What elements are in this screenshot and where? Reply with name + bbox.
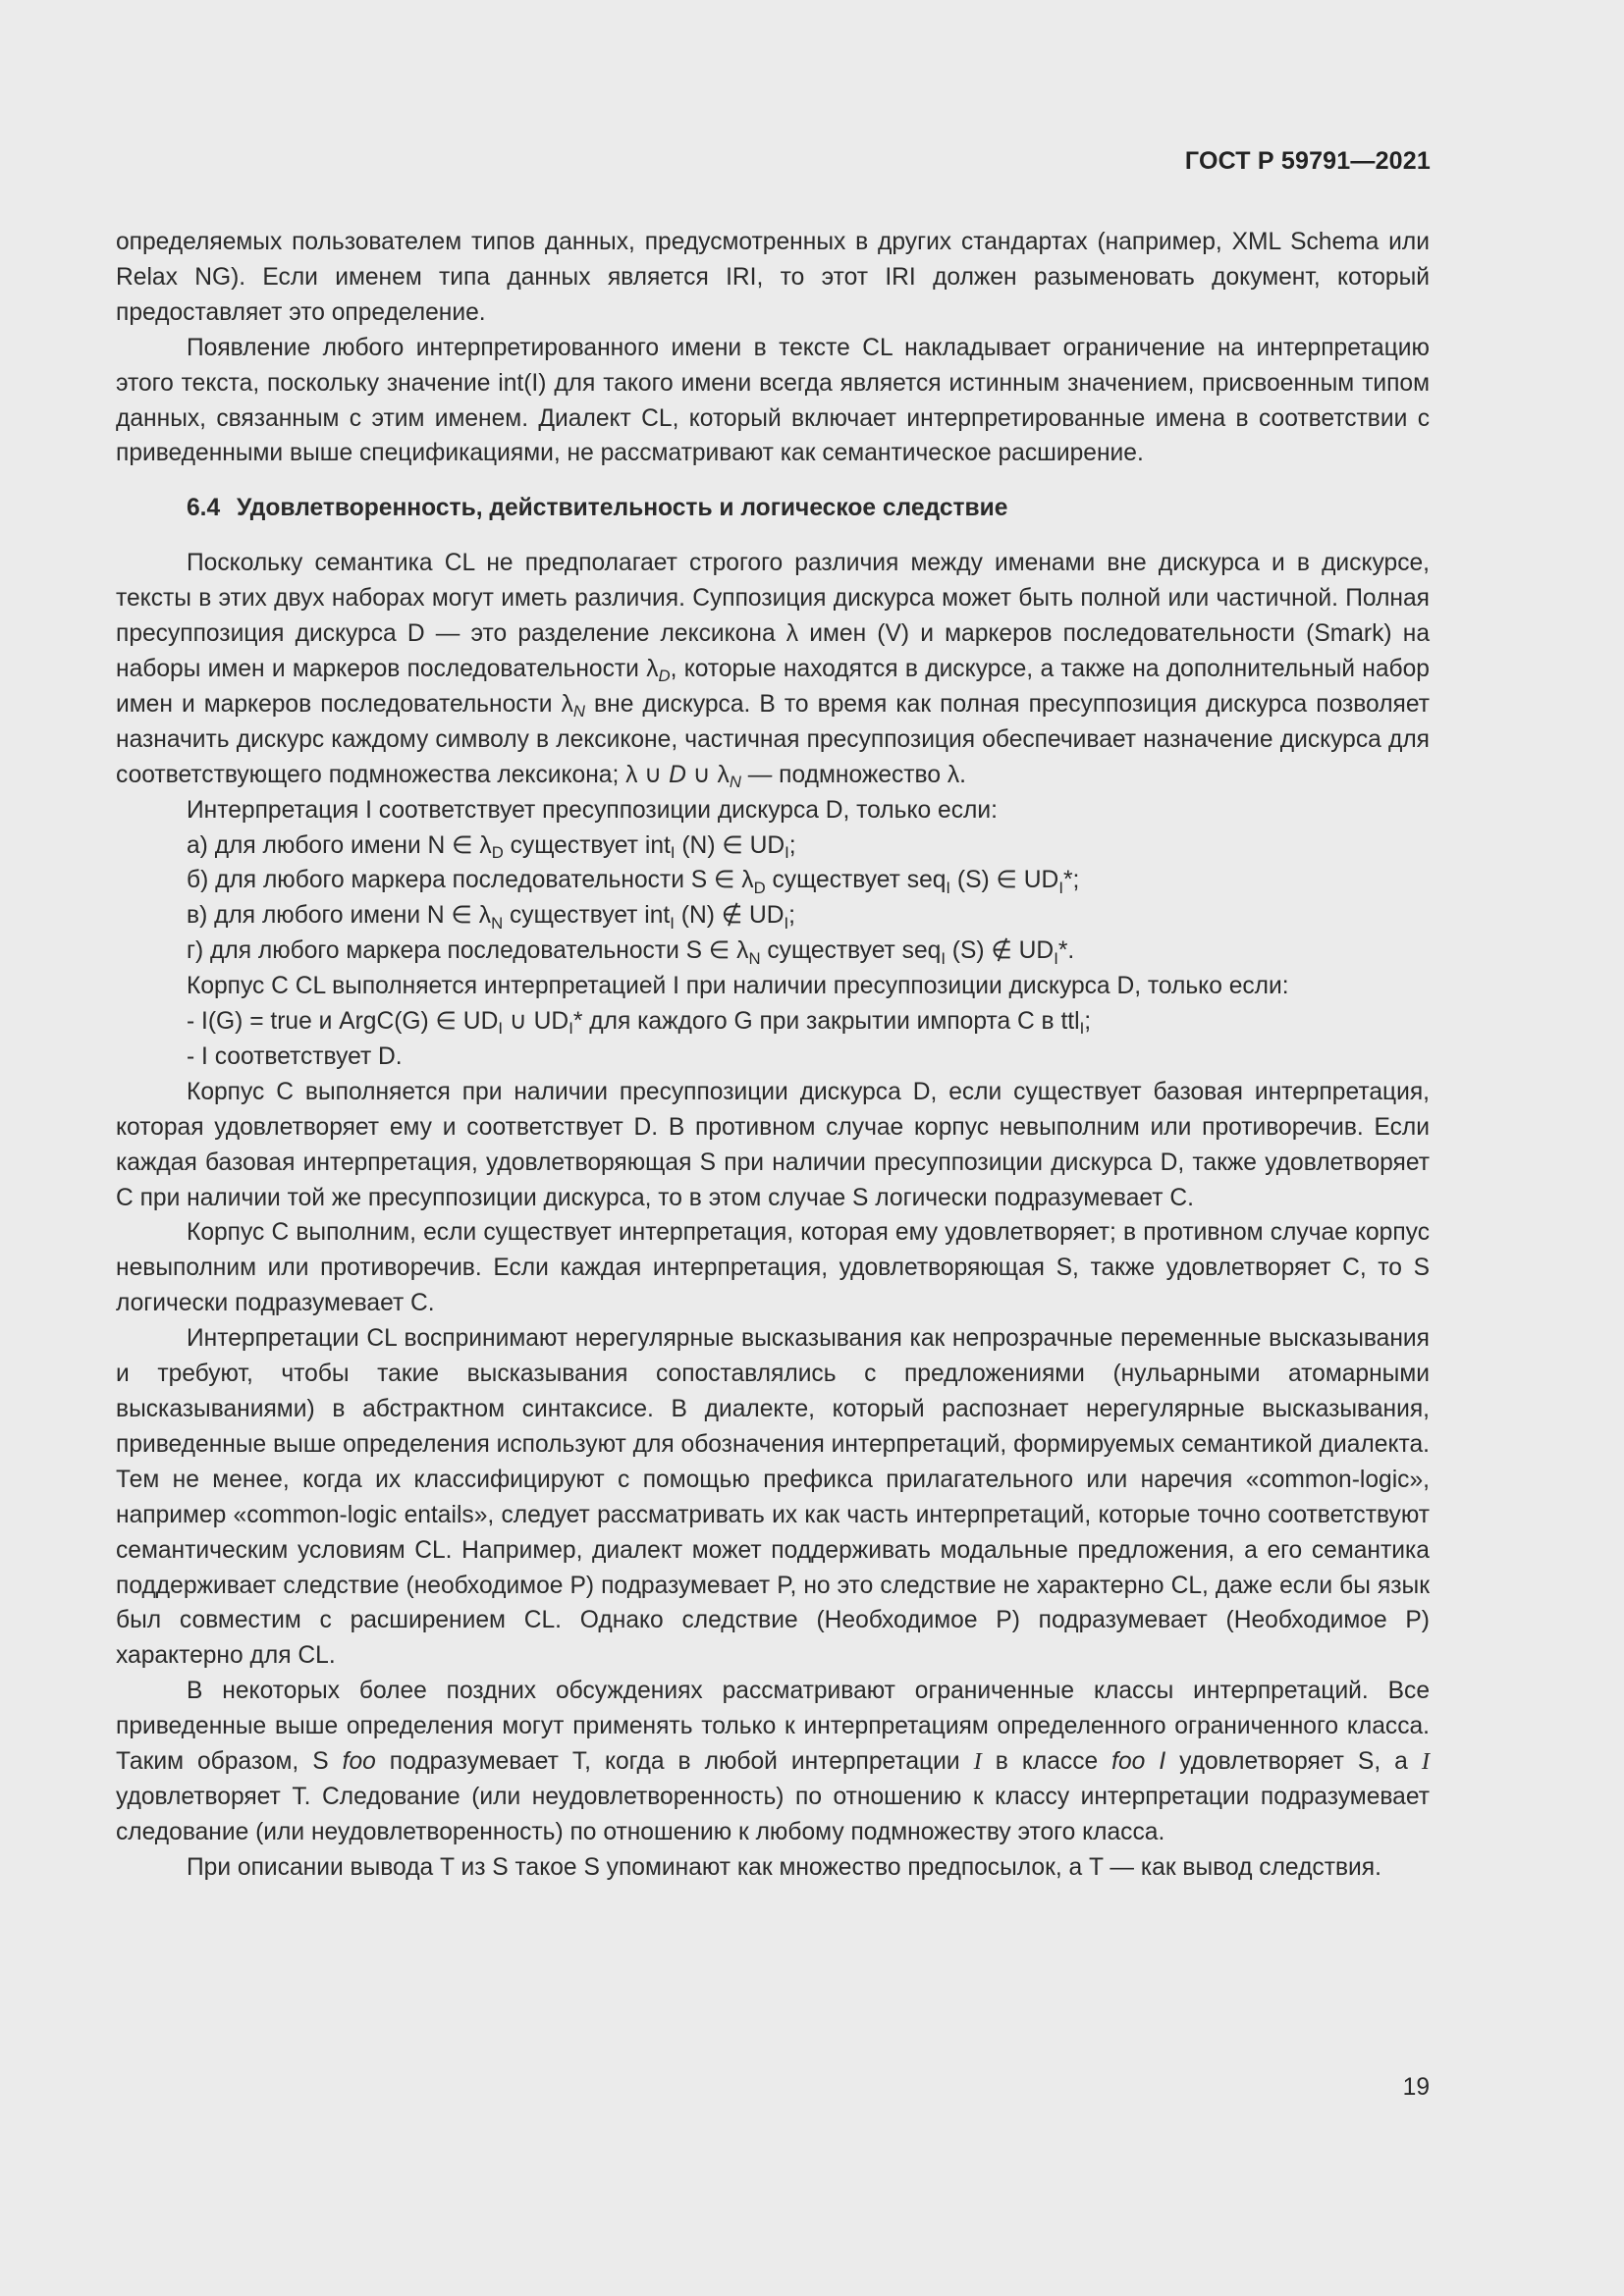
list-item-v: в) для любого имени N ∈ $\lambda_N$ существует int$_I$ (N) ∉ $UD_I$;	[187, 902, 796, 933]
paragraph-restricted-classes: В некоторых более поздних обсуждениях рассматривают ограниченные классы интерпретаций. Все приведенные выше определения могут применять только к интерпретациям определенного ограниченного класса. Таким образом, S foo подразумевает T, когда в любой интерпретации I в классе foo I удовлетворяет S, а I удовлетворяет T. Следование (или неудовлетворенность) по отношению к классу интерпретации подразумевает следование (или неудовлетворенность) по отношению к любому подмножеству этого класса.	[116, 1678, 1431, 1845]
interpretation-intro: Интерпретация I соответствует пресуппозиции дискурса D, только если:	[187, 796, 998, 824]
paragraph-intro-continuation: определяемых пользователем типов данных, предусмотренных в других стандартах (например, XML Schema или Relax NG). Если именем типа данных является IRI, то этот IRI должен разыменовать документ, который предоставляет это определение.	[116, 229, 1430, 326]
paragraph-semantics: Поскольку семантика CL не предполагает строгого различия между именами вне дискурса и в дискурсе, тексты в этих двух наборах могут иметь различия. Суппозиция дискурса может быть полной или частичной. Полная пресуппозиция дискурса D — это разделение лексикона λ имен (V) и маркеров последовательности (Smark) на наборы имен и маркеров последовательности $\lambda_D$, которые находятся в дискурсе, а также на дополнительный набор имен и маркеров последовательности $\lambda_N$ вне дискурса. В то время как полная пресуппозиция дискурса позволяет назначить дискурс каждому символу в лексиконе, частичная пресуппозиция обеспечивает назначение дискурса для соответствующего подмножества лексикона; λ ∪ D ∪ $\lambda_N$ — подмножество λ.	[116, 550, 1430, 792]
page-body	[116, 225, 1430, 1886]
paragraph-corpus-1: Корпус C выполняется при наличии пресуппозиции дискурса D, если существует базовая интерпретация, которая удовлетворяет ему и соответствует D. В противном случае корпус невыполним или противоречив. Если каждая базовая интерпретация, удовлетворяющая S при наличии пресуппозиции дискурса D, также удовлетворяет C при наличии той же пресуппозиции дискурса, то в этом случае S логически подразумевает C.	[116, 1078, 1430, 1211]
section-heading	[116, 491, 1430, 526]
list-item-a: а) для любого имени N ∈ $\lambda_D$ существует int$_I$ (N) ∈ $UD_I$;	[187, 831, 796, 862]
section-title: Удовлетворенность, действительность и логическое следствие	[237, 495, 1008, 522]
condition-1: - I(G) = true и ArgC(G) ∈ $UD_I$ ∪ $UD_I*$ для каждого G при закрытии импорта C в ttl$_I$;	[187, 1008, 1092, 1039]
corpus-intro: Корпус C CL выполняется интерпретацией I при наличии пресуппозиции дискурса D, только если:	[187, 973, 1289, 1000]
condition-2: - I соответствует D.	[187, 1042, 403, 1070]
document-code-header: ГОСТ Р 59791—2021	[1184, 147, 1431, 175]
page-number: 19	[1402, 2074, 1430, 2101]
paragraph-corpus-2: Корпус C выполним, если существует интерпретация, которая ему удовлетворяет; в противном случае корпус невыполним или противоречив. Если каждая интерпретация, удовлетворяющая S, также удовлетворяет C, то S логически подразумевает C.	[116, 1219, 1430, 1317]
paragraph-irregular-statements: Интерпретации CL воспринимают нерегулярные высказывания как непрозрачные переменные высказывания и требуют, чтобы такие высказывания сопоставлялись с предложениями (нульарными атомарными высказываниями) в абстрактном синтаксисе. В диалекте, который распознает нерегулярные высказывания, приведенные выше определения используют для обозначения интерпретаций, формируемых семантикой диалекта. Тем не менее, когда их классифицируют с помощью префикса прилагательного или наречия «common-logic», например «common-logic entails», следует рассматривать их как часть интерпретаций, которые точно соответствуют семантическим условиям CL. Например, диалект может поддерживать модальные предложения, а его семантика поддерживает следствие (необходимое P) подразумевает P, но это следствие не характерно CL, даже если бы язык был совместим с расширением CL. Однако следствие (Необходимое P) подразумевает (Необходимое P) характерно для CL.	[116, 1325, 1430, 1670]
list-item-b: б) для любого маркера последовательности S ∈ $\lambda_D$ существует seq$_I$ (S) ∈ $UD_I*$;	[187, 867, 1080, 897]
paragraph-conclusion: При описании вывода T из S такое S упоминают как множество предпосылок, а T — как вывод следствия.	[187, 1853, 1381, 1881]
list-item-g: г) для любого маркера последовательности S ∈ $\lambda_N$ существует seq$_I$ (S) ∉ $UD_I*$.	[187, 937, 1075, 968]
paragraph-interpreted-names: Появление любого интерпретированного имени в тексте CL накладывает ограничение на интерпретацию этого текста, поскольку значение int(I) для такого имени всегда является истинным значением, присвоенным типом данных, связанным с этим именем. Диалект CL, который включает интерпретированные имена в соответствии с приведенными выше спецификациями, не рассматривают как семантическое расширение.	[116, 334, 1430, 467]
section-number: 6.4	[187, 495, 221, 522]
